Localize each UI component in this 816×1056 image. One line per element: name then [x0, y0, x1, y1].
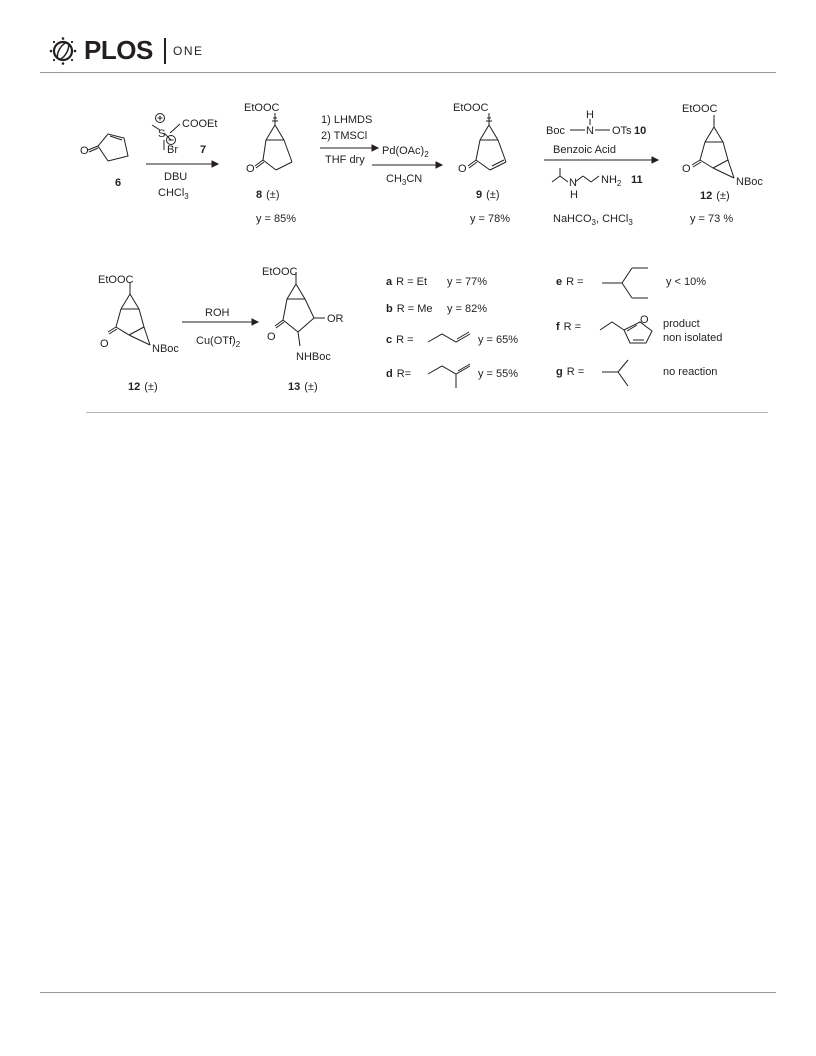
compound-12-label: 12 (±) — [700, 190, 730, 202]
compound-8-o-label: O — [246, 163, 255, 175]
compound-13-o-label: O — [267, 331, 276, 343]
compound-9-ester-label: EtOOC — [453, 102, 489, 114]
r-entry-e: e R = y < 10% — [556, 276, 707, 288]
compound-8-label: 8 (±) — [256, 189, 280, 201]
compound-12b-ester-label: EtOOC — [98, 274, 134, 286]
reagent-10-ots: OTs — [612, 125, 632, 137]
compound-9-o-label: O — [458, 163, 467, 175]
compound-12b-o-label: O — [100, 338, 109, 350]
step4-base: NaHCO$_3$, CHCl$_3$ — [553, 213, 633, 227]
compound-12b-nboc-label: NBoc — [152, 343, 179, 355]
r-entry-f-result2: non isolated — [663, 332, 723, 344]
r-entry-a: a R = Et y = 77% — [386, 276, 488, 288]
compound-6-label: 6 — [115, 177, 122, 189]
bromide-label: Br — [167, 144, 178, 156]
compound-6-structure — [88, 134, 128, 161]
step3-solvent: $CH_3CN$ — [386, 173, 423, 187]
reagent-10-n: N — [586, 125, 594, 137]
journal-name: PLOS — [84, 35, 153, 65]
sulfur-label: S — [158, 128, 166, 140]
reagent-11-n: N — [569, 177, 577, 189]
cooet-label: COOEt — [182, 118, 218, 130]
reagent-10-h: H — [586, 109, 594, 121]
reagent-11-h: H — [570, 189, 578, 201]
compound-11-label: 11 — [631, 174, 643, 186]
footer-rule — [40, 992, 776, 993]
furan-o-label: O — [640, 314, 649, 326]
compound-10-label: 10 — [634, 125, 647, 137]
journal-subname: ONE — [173, 44, 204, 58]
pentan-3-yl-group — [602, 268, 648, 298]
figure-bottom-rule — [86, 412, 768, 413]
r-entry-g: g R = no reaction — [556, 366, 718, 378]
step2-line3: THF dry — [325, 154, 365, 166]
reagent-10-boc: Boc — [546, 125, 565, 137]
compound-13-label: 13 (±) — [288, 381, 318, 393]
compound-8-structure — [255, 113, 292, 170]
step5-catalyst: $Cu(OTf)_2$ — [196, 335, 241, 349]
compound-7-label: 7 — [200, 144, 207, 156]
compound-13-nhboc-label: NHBoc — [296, 351, 331, 363]
compound-12b-structure — [108, 282, 150, 345]
compound-12-structure — [692, 115, 734, 178]
r-entry-f-result: product — [663, 318, 700, 330]
compound-13-or-label: OR — [327, 313, 344, 325]
compound-12b-label: 12 (±) — [128, 381, 158, 393]
step3-reagent: $Pd(OAc)_2$ — [382, 145, 429, 159]
compound-8-ester-label: EtOOC — [244, 102, 280, 114]
compound-9-label: 9 (±) — [476, 189, 500, 201]
r-entry-b: b R = Me y = 82% — [386, 303, 488, 315]
step2-line1: 1) LHMDS — [321, 114, 373, 126]
compound-13-ester-label: EtOOC — [262, 266, 298, 278]
r-entry-f: f R = — [556, 321, 582, 333]
compound-12-nboc-label: NBoc — [736, 176, 763, 188]
step2-line2: 2) TMSCl — [321, 130, 368, 142]
yield-12: y = 73 % — [690, 213, 734, 225]
isopropyl-group — [602, 360, 628, 386]
step5-reagent: ROH — [205, 307, 230, 319]
dbu-label: DBU — [164, 171, 188, 183]
yield-9: y = 78% — [470, 213, 511, 225]
step1-solvent: CHCl$_3$ — [158, 187, 189, 201]
yield-8: y = 85% — [256, 213, 297, 225]
step4-reagent: Benzoic Acid — [553, 144, 616, 156]
reaction-scheme — [0, 0, 816, 420]
compound-12-o-label: O — [682, 163, 691, 175]
r-entry-d: d R= y = 55% — [386, 368, 519, 380]
reagent-11-nh2: $NH_2$ — [601, 174, 622, 188]
r-entry-c: c R = y = 65% — [386, 334, 519, 346]
compound-13-structure — [275, 272, 325, 346]
carbonyl-o-label: O — [80, 145, 89, 157]
compound-9-structure — [468, 113, 506, 170]
compound-12-ester-label: EtOOC — [682, 103, 718, 115]
